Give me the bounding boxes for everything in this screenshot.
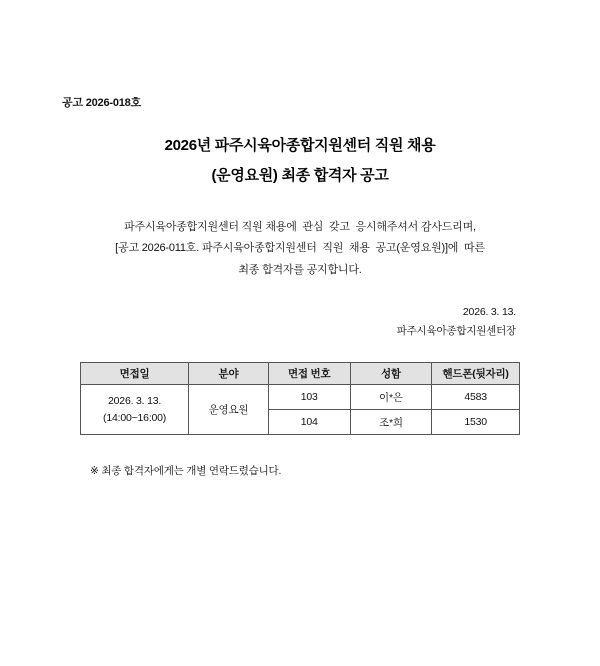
results-table: [80, 362, 520, 435]
table-header-interview-date: 면접일: [81, 363, 189, 385]
footnote: ※ 최종 합격자에게는 개별 연락드렸습니다.: [90, 465, 282, 478]
body-line-1: 파주시육아종합지원센터 직원 채용에 관심 갖고 응시해주셔서 감사드리며,: [124, 221, 476, 233]
cell-name: 이*은: [350, 385, 432, 410]
table-header-name: 성함: [350, 363, 432, 385]
cell-field: 운영요원: [189, 385, 269, 435]
document-title: [62, 138, 538, 183]
document-body: [62, 217, 538, 281]
signature-date: 2026. 3. 13.: [462, 306, 516, 319]
document-number: 공고 2026-018호: [62, 97, 142, 109]
table-header-field: 분야: [189, 363, 269, 385]
title-line-1: 2026년 파주시육아종합지원센터 직원 채용: [164, 137, 436, 154]
title-line-2: (운영요원) 최종 합격자 공고: [211, 167, 389, 184]
interview-time-value: (14:00~16:00): [103, 411, 167, 424]
signature-block: [62, 303, 538, 340]
table-row: [81, 385, 520, 410]
cell-name: 조*희: [350, 410, 432, 435]
body-line-3: 최종 합격자를 공지합니다.: [238, 263, 362, 276]
table-header-phone: 핸드폰(뒷자리): [432, 363, 520, 385]
body-line-2: [공고 2026-011호. 파주시육아종합지원센터 직원 채용 공고(운영요원)]에 따른: [115, 242, 485, 255]
cell-interview-number: 104: [268, 410, 350, 435]
table-header-interview-number: 면접 번호: [268, 363, 350, 385]
document-page: [0, 94, 600, 666]
interview-date-value: 2026. 3. 13.: [108, 395, 162, 408]
cell-interview-number: 103: [268, 385, 350, 410]
table-header-row: [81, 363, 520, 385]
cell-interview-date: [81, 385, 189, 435]
signature-issuer: 파주시육아종합지원센터장: [396, 324, 516, 337]
cell-phone: 1530: [432, 410, 520, 435]
cell-phone: 4583: [432, 385, 520, 410]
